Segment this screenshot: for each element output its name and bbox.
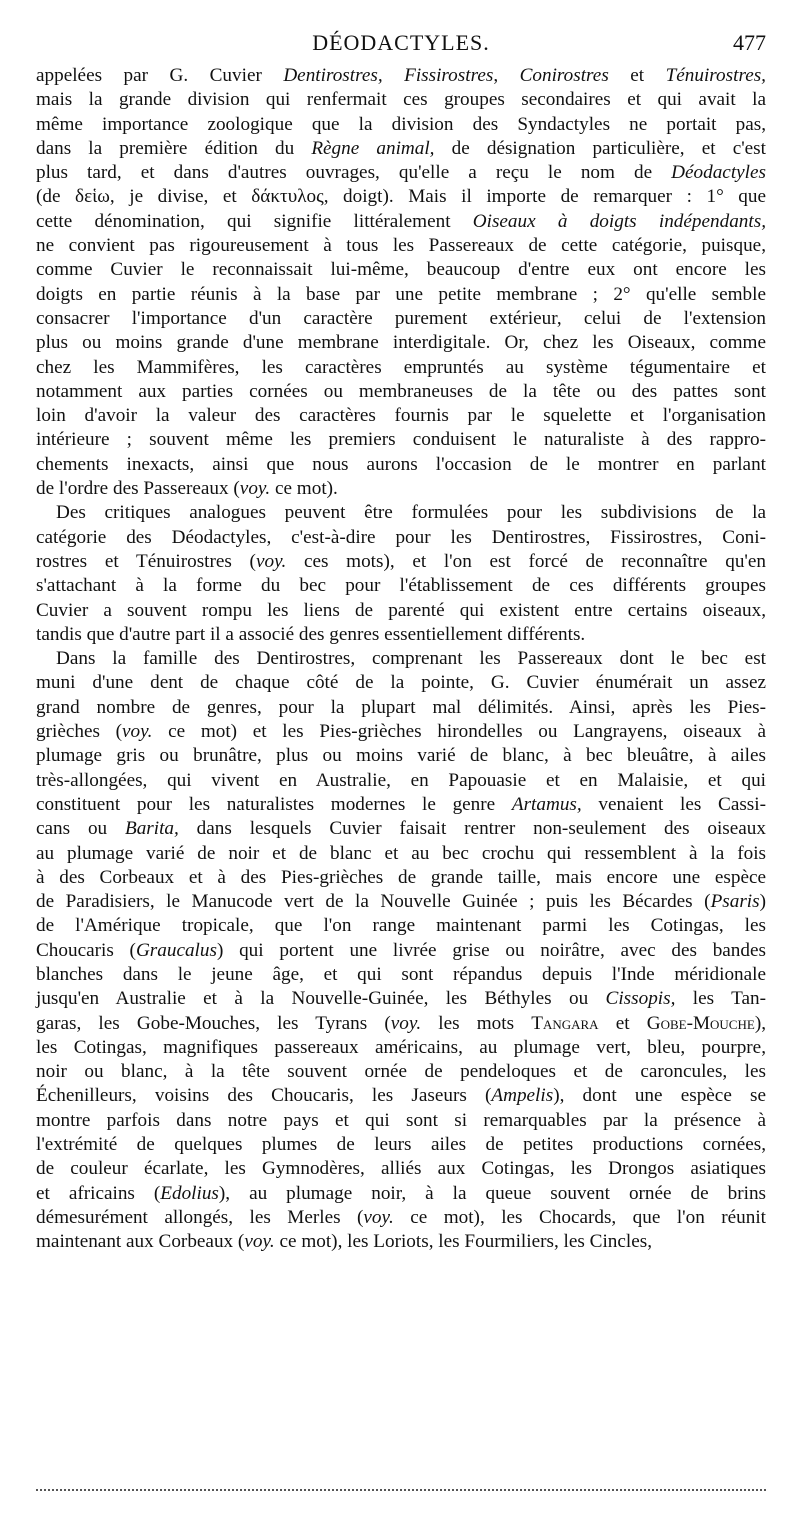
text-segment: comme Cuvier le reconnaissait lui-même, beaucoup d'entre eux ont encore les: [36, 259, 766, 281]
text-segment: de couleur écarlate, les Gymnodères, alliés aux Cotingas, les Drongos asiatiques: [36, 1158, 766, 1180]
italic-text: Dentirostres, Fissirostres: [283, 65, 494, 86]
paragraph: [36, 64, 766, 501]
text-segment: cans ou: [36, 818, 125, 840]
text-segment: chez les Mammifères, les caractères empruntés au système tégumentaire et: [36, 356, 766, 378]
text-segment: démesurément allongés, les Merles (: [36, 1206, 364, 1228]
text-segment: noir ou blanc, à la tête souvent ornée de pendeloques et de caroncules, les: [36, 1061, 766, 1083]
italic-text: voy.: [255, 550, 287, 572]
text-segment: montre parfois dans notre pays et qui sont si remarquables par la présence à: [36, 1109, 766, 1131]
text-segment: Échenilleurs, voisins des Choucaris, les Jaseurs (: [36, 1085, 492, 1107]
paragraph: [36, 501, 766, 647]
text-line: [36, 453, 766, 477]
italic-text: Psaris: [710, 891, 760, 913]
body-text: [36, 64, 766, 1255]
running-title: DÉODACTYLES.: [312, 30, 490, 55]
text-line: [36, 88, 766, 112]
text-line: [36, 404, 766, 428]
text-line: [36, 283, 766, 307]
small-caps-text: Tangara: [531, 1012, 599, 1034]
text-segment: catégorie des Déodactyles, c'est-à-dire pour les Dentirostres, Fissirostres, Coni-: [36, 526, 766, 548]
italic-text: voy.: [244, 1231, 275, 1253]
text-line: [36, 137, 766, 161]
text-line: [36, 258, 766, 282]
text-segment: très-allongées, qui vivent en Australie, en Papouasie et en Malaisie, et qui: [36, 769, 766, 791]
text-line: [36, 671, 766, 695]
text-segment: ),: [754, 1012, 766, 1034]
text-line: [36, 185, 766, 209]
text-line: [36, 428, 766, 452]
text-segment: chements inexacts, ainsi que nous aurons l'occasion de le montrer en parlant: [36, 453, 766, 475]
text-segment: les Tan-: [675, 988, 766, 1010]
text-segment: rostres et Ténuirostres (: [36, 550, 256, 572]
text-line: [36, 356, 766, 380]
text-segment: plus ou moins grande d'une membrane interdigitale. Or, chez les Oiseaux, comme: [36, 332, 766, 354]
text-segment: Des critiques analogues peuvent être formulées pour les subdivisions de la: [56, 502, 766, 524]
text-segment: et: [608, 65, 666, 86]
text-segment: consacrer l'importance d'un caractère purement extérieur, celui de l'extension: [36, 307, 766, 329]
text-segment: de Paradisiers, le Manucode vert de la Nouvelle Guinée ; puis les Bécardes (: [36, 891, 711, 913]
text-line: [36, 890, 766, 914]
text-segment: cette dénomination, qui signifie littéralement: [36, 210, 473, 232]
italic-text: voy.: [122, 721, 153, 743]
text-segment: les mots: [421, 1012, 532, 1034]
text-segment: (de δεἱω, je divise, et δάκτυλος, doigt). Mais il importe de remarquer : 1° que: [36, 186, 766, 208]
running-head: [36, 30, 766, 60]
text-line: [36, 744, 766, 768]
text-segment: ) qui portent une livrée grise ou noirâtre, avec des bandes: [216, 939, 766, 961]
text-line: [36, 842, 766, 866]
text-line: [36, 307, 766, 331]
text-segment: s'attachant à la forme du bec pour l'établissement de ces différents groupes: [36, 575, 766, 597]
footer-dotted-rule: [36, 1489, 766, 1491]
text-line: [36, 161, 766, 185]
text-segment: jusqu'en Australie et à la Nouvelle-Guinée, les Béthyles ou: [36, 988, 606, 1010]
text-line: [36, 866, 766, 890]
text-line: [36, 574, 766, 598]
text-line: [36, 623, 766, 647]
italic-text: voy.: [390, 1012, 422, 1034]
text-segment: et africains (: [36, 1182, 161, 1204]
text-line: [36, 113, 766, 137]
text-segment: ce mot) et les Pies-grièches hirondelles ou Langrayens, oiseaux à: [152, 721, 766, 743]
italic-text: Edolius: [160, 1182, 219, 1204]
text-line: [36, 793, 766, 817]
italic-text: Ampelis: [491, 1085, 554, 1107]
text-segment: garas, les Gobe-Mouches, les Tyrans (: [36, 1012, 391, 1034]
text-line: [36, 550, 766, 574]
text-line: [36, 1182, 766, 1206]
text-line: [36, 1036, 766, 1060]
text-line: [36, 1012, 766, 1036]
text-line: [36, 477, 766, 501]
text-line: [36, 331, 766, 355]
text-line: [36, 720, 766, 744]
italic-text: Graucalus: [135, 939, 217, 961]
text-line: [36, 769, 766, 793]
text-segment: de l'Amérique tropicale, que l'on range maintenant parmi les Cotingas, les: [36, 915, 766, 937]
text-segment: grièches (: [36, 721, 123, 743]
text-segment: ces mots), et l'on est forcé de reconnaître qu'en: [286, 550, 766, 572]
text-segment: même importance zoologique que la division des Syndactyles ne portait pas,: [36, 113, 766, 135]
text-segment: ), dont une espèce se: [553, 1085, 766, 1107]
text-segment: ,: [493, 65, 520, 86]
text-segment: au plumage varié de noir et de blanc et au bec crochu qui ressemblent à la fois: [36, 842, 766, 864]
text-segment: appelées par G. Cuvier: [36, 65, 284, 86]
text-line: [36, 1206, 766, 1230]
text-line: [36, 1133, 766, 1157]
text-line: [36, 963, 766, 987]
text-segment: venaient les Cassi-: [581, 793, 766, 815]
italic-text: Cissopis,: [605, 988, 676, 1010]
text-segment: grand nombre de genres, pour la plupart mal délimités. Ainsi, après les Pies-: [36, 696, 766, 718]
text-segment: plus tard, et dans d'autres ouvrages, qu'elle a reçu le nom de: [36, 162, 672, 184]
text-line: [36, 1157, 766, 1181]
text-segment: dans lesquels Cuvier faisait rentrer non-seulement des oiseaux: [178, 818, 766, 840]
text-line: [36, 647, 766, 671]
text-segment: intérieure ; souvent même les premiers conduisent le naturaliste à des rappro-: [36, 429, 766, 451]
text-segment: Choucaris (: [36, 939, 136, 961]
text-segment: Cuvier a souvent rompu les liens de parenté qui existent entre certains oiseaux,: [36, 599, 766, 621]
text-segment: ce mot).: [270, 478, 338, 500]
text-segment: et: [598, 1012, 647, 1034]
text-segment: doigts en partie réunis à la base par une petite membrane ; 2° qu'elle semble: [36, 283, 766, 305]
text-segment: ce mot), les Chocards, que l'on réunit: [393, 1206, 766, 1228]
text-line: [36, 1230, 766, 1254]
text-line: [36, 234, 766, 258]
paragraph: [36, 647, 766, 1254]
text-line: [36, 914, 766, 938]
text-segment: de désignation particulière, et c'est: [434, 137, 766, 159]
text-segment: Dans la famille des Dentirostres, comprenant les Passereaux dont le bec est: [56, 648, 766, 670]
italic-text: Règne animal,: [311, 137, 435, 159]
text-segment: mais la grande division qui renfermait ces groupes secondaires et qui avait la: [36, 89, 766, 111]
text-line: [36, 64, 766, 88]
text-segment: blanches dans le jeune âge, et qui sont répandus depuis l'Inde méridionale: [36, 963, 766, 985]
italic-text: Conirostres: [519, 65, 609, 86]
italic-text: voy.: [363, 1206, 394, 1228]
text-segment: tandis que d'autre part il a associé des genres essentiellement différents.: [36, 623, 586, 645]
text-line: [36, 696, 766, 720]
text-line: [36, 599, 766, 623]
text-segment: loin d'avoir la valeur des caractères fournis par le squelette et l'organisation: [36, 405, 766, 427]
italic-text: Barita,: [124, 818, 179, 840]
text-line: [36, 210, 766, 234]
text-segment: les Cotingas, magnifiques passereaux américains, au plumage vert, bleu, pourpre,: [36, 1036, 766, 1058]
text-line: [36, 987, 766, 1011]
text-segment: constituent pour les naturalistes modernes le genre: [36, 793, 512, 815]
text-line: [36, 1084, 766, 1108]
text-line: [36, 1109, 766, 1133]
text-segment: à des Corbeaux et à des Pies-grièches de grande taille, mais encore une espèce: [36, 866, 766, 888]
text-segment: ): [759, 891, 766, 913]
text-segment: muni d'une dent de chaque côté de la pointe, G. Cuvier énumérait un assez: [36, 672, 766, 694]
page-number: 477: [733, 30, 766, 55]
text-segment: ), au plumage noir, à la queue souvent ornée de brins: [218, 1182, 767, 1204]
text-segment: maintenant aux Corbeaux (: [36, 1231, 245, 1253]
text-segment: l'extrémité de quelques plumes de leurs ailes de petites productions cornées,: [36, 1134, 766, 1156]
italic-text: Ténuirostres,: [665, 65, 766, 86]
text-segment: ce mot), les Loriots, les Fourmiliers, les Cincles,: [274, 1231, 652, 1253]
text-segment: notamment aux parties cornées ou membraneuses de la tête ou des pattes sont: [36, 380, 766, 402]
italic-text: Oiseaux à doigts indépendants,: [472, 210, 766, 232]
text-segment: plumage gris ou brunâtre, plus ou moins varié de blanc, à bec bleuâtre, à ailes: [36, 745, 766, 767]
text-segment: ne convient pas rigoureusement à tous les Passereaux de cette catégorie, puisque,: [36, 235, 766, 257]
small-caps-text: Gobe-Mouche: [646, 1012, 755, 1034]
text-line: [36, 817, 766, 841]
text-segment: dans la première édition du: [36, 137, 312, 159]
text-line: [36, 1060, 766, 1084]
text-line: [36, 501, 766, 525]
italic-text: Déodactyles: [671, 162, 766, 184]
italic-text: Artamus,: [511, 793, 582, 815]
text-segment: de l'ordre des Passereaux (: [36, 478, 240, 500]
text-line: [36, 380, 766, 404]
text-line: [36, 939, 766, 963]
italic-text: voy.: [239, 478, 271, 500]
text-line: [36, 526, 766, 550]
